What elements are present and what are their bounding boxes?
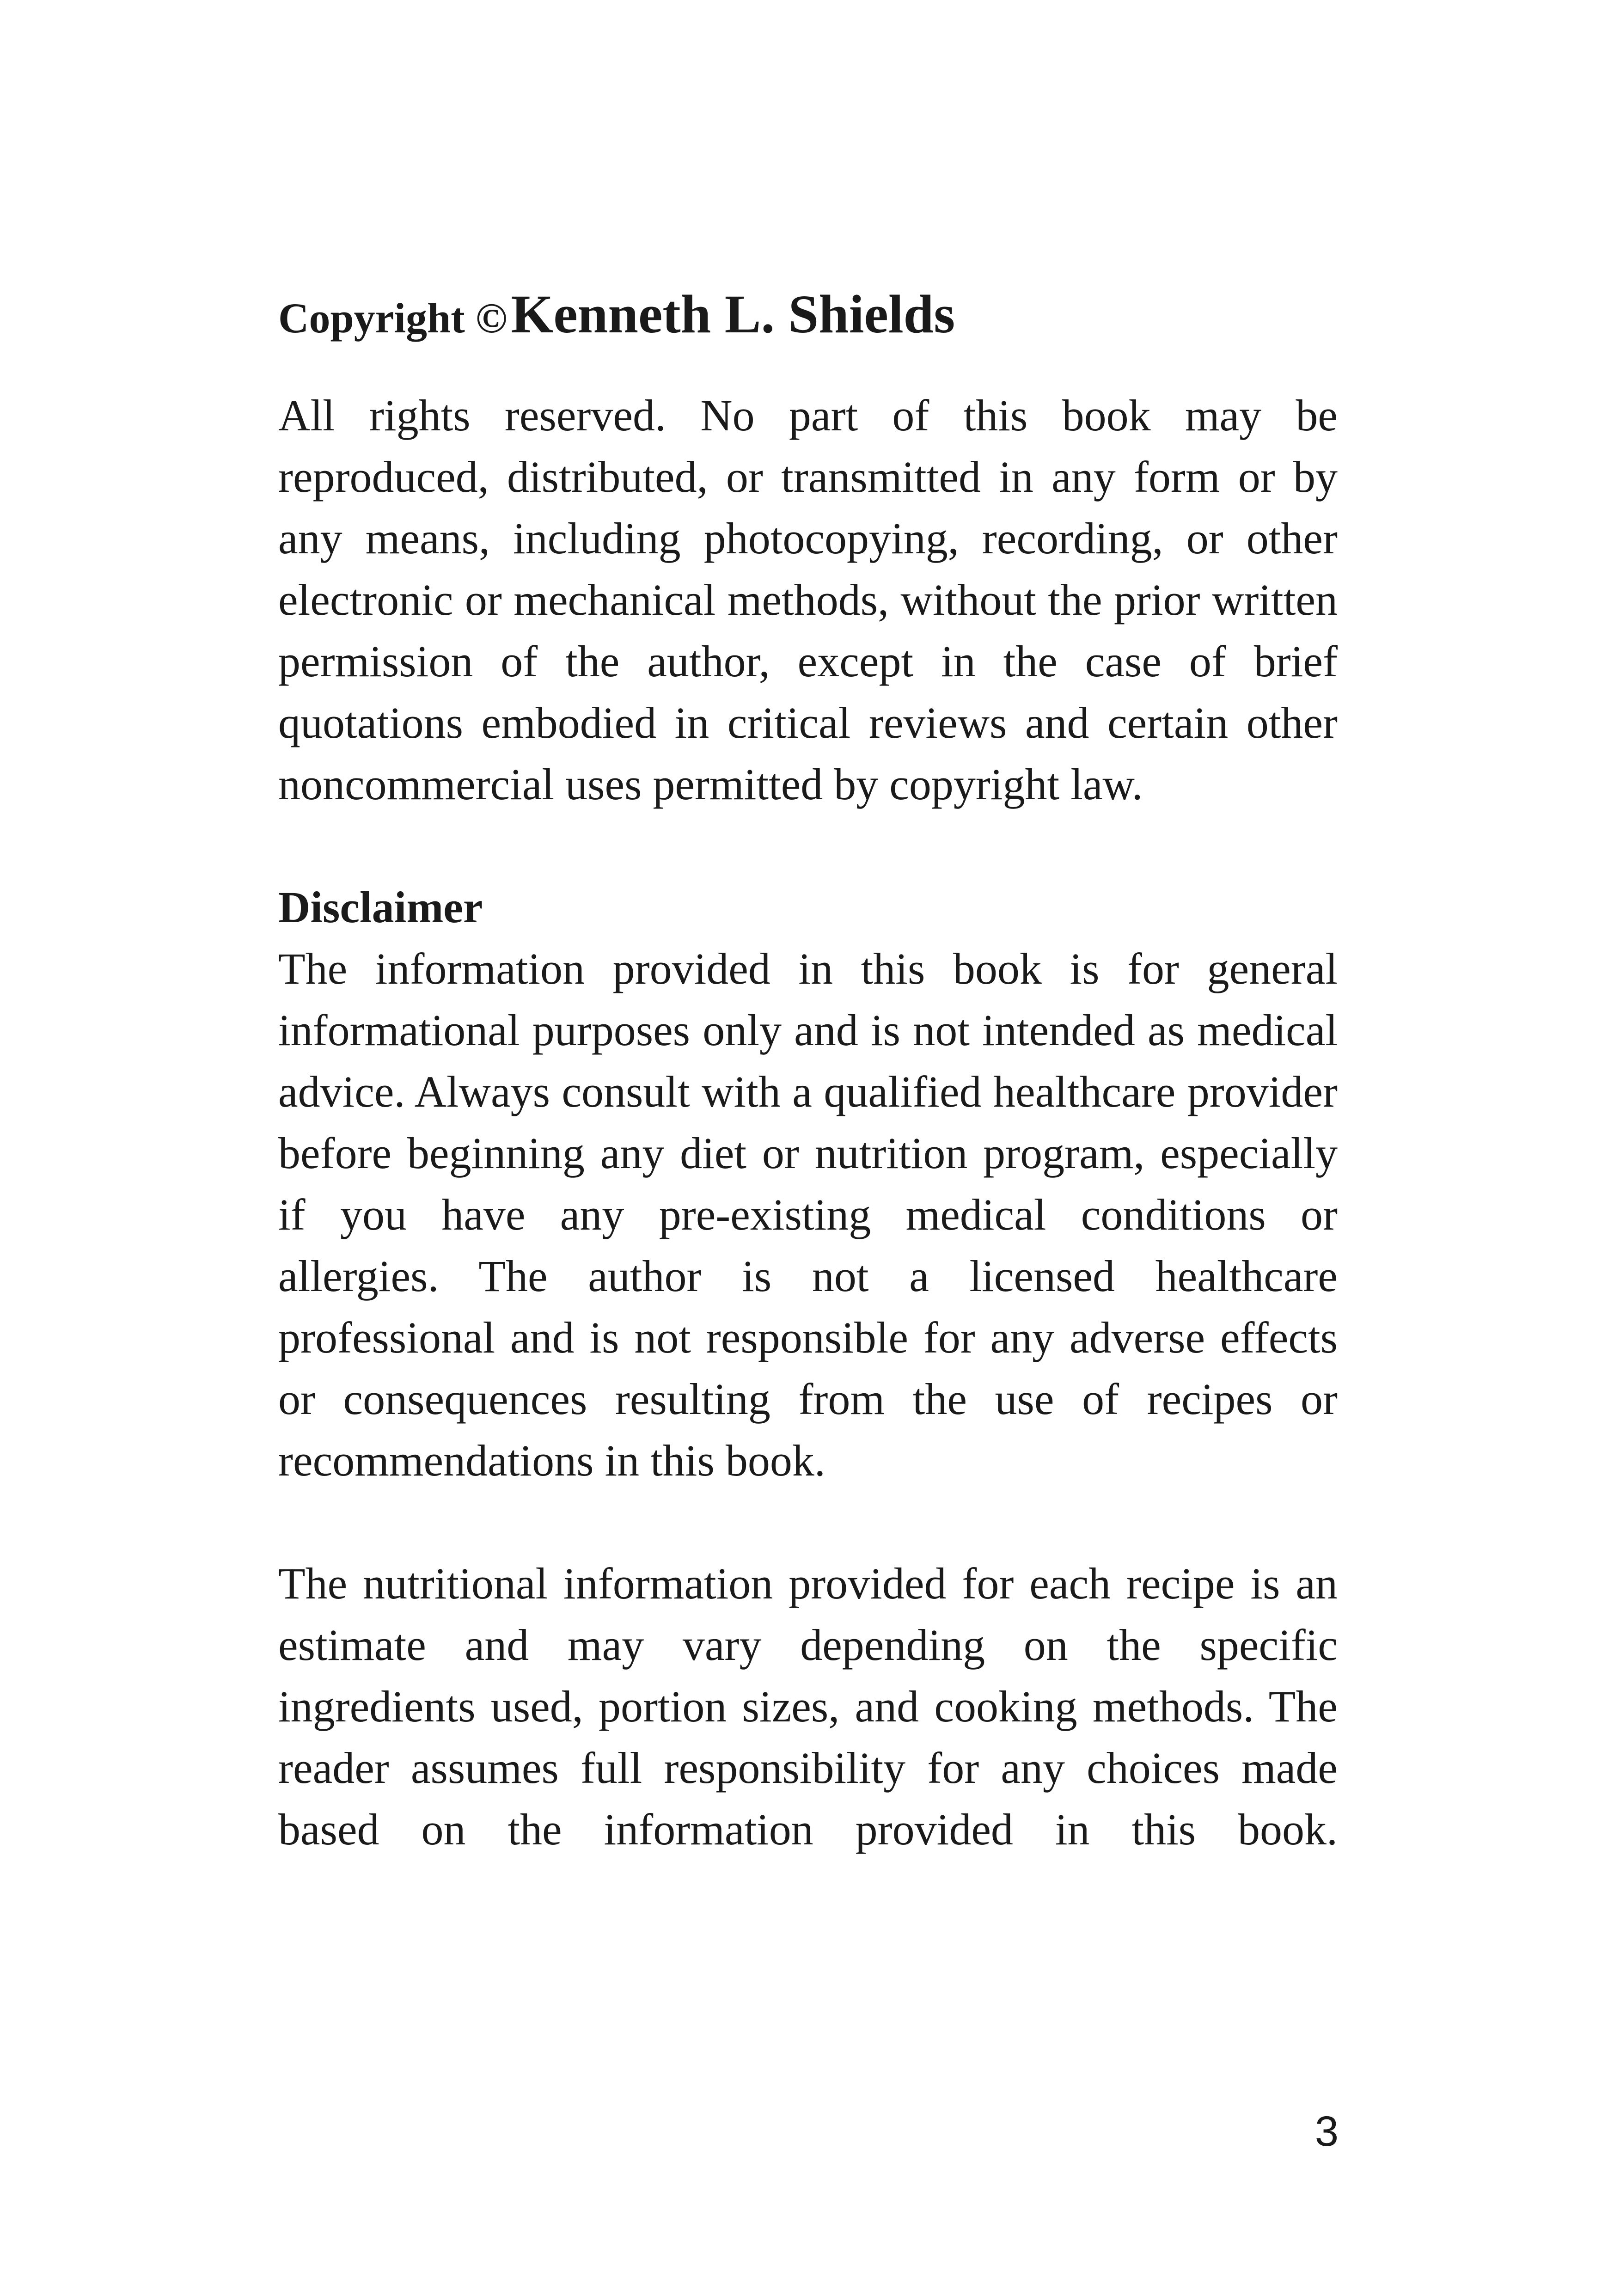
page-content	[278, 277, 1338, 1860]
copyright-author: Kenneth L. Shields	[511, 284, 955, 344]
page-number: 3	[1314, 2108, 1339, 2155]
nutrition-paragraph: The nutritional information provided for each recipe is an estimate and may vary depending on the specific ingredients used, portion sizes, and cooking methods. The reader assumes full responsibility for any choices made based on the information provided in this book.	[278, 1559, 1338, 1854]
copyright-label: Copyright ©	[278, 294, 507, 342]
disclaimer-heading: Disclaimer	[278, 882, 483, 932]
rights-paragraph: All rights reserved. No part of this book may be reproduced, distributed, or transmitted in any form or by any means, including photocopying, recording, or other electronic or mechanical methods, without the prior written permission of the author, except in the case of brief quotations embodied in critical reviews and certain other noncommercial uses permitted by copyright law.	[278, 391, 1338, 809]
copyright-heading	[278, 277, 1338, 351]
disclaimer-paragraph: The information provided in this book is for general informational purposes only and is not intended as medical advice. Always consult with a qualified healthcare provider before beginning any diet or nutrition program, especially if you have any pre-existing medical conditions or allergies. The author is not a licensed healthcare professional and is not responsible for any adverse effects or consequences resulting from the use of recipes or recommendations in this book.	[278, 944, 1338, 1485]
